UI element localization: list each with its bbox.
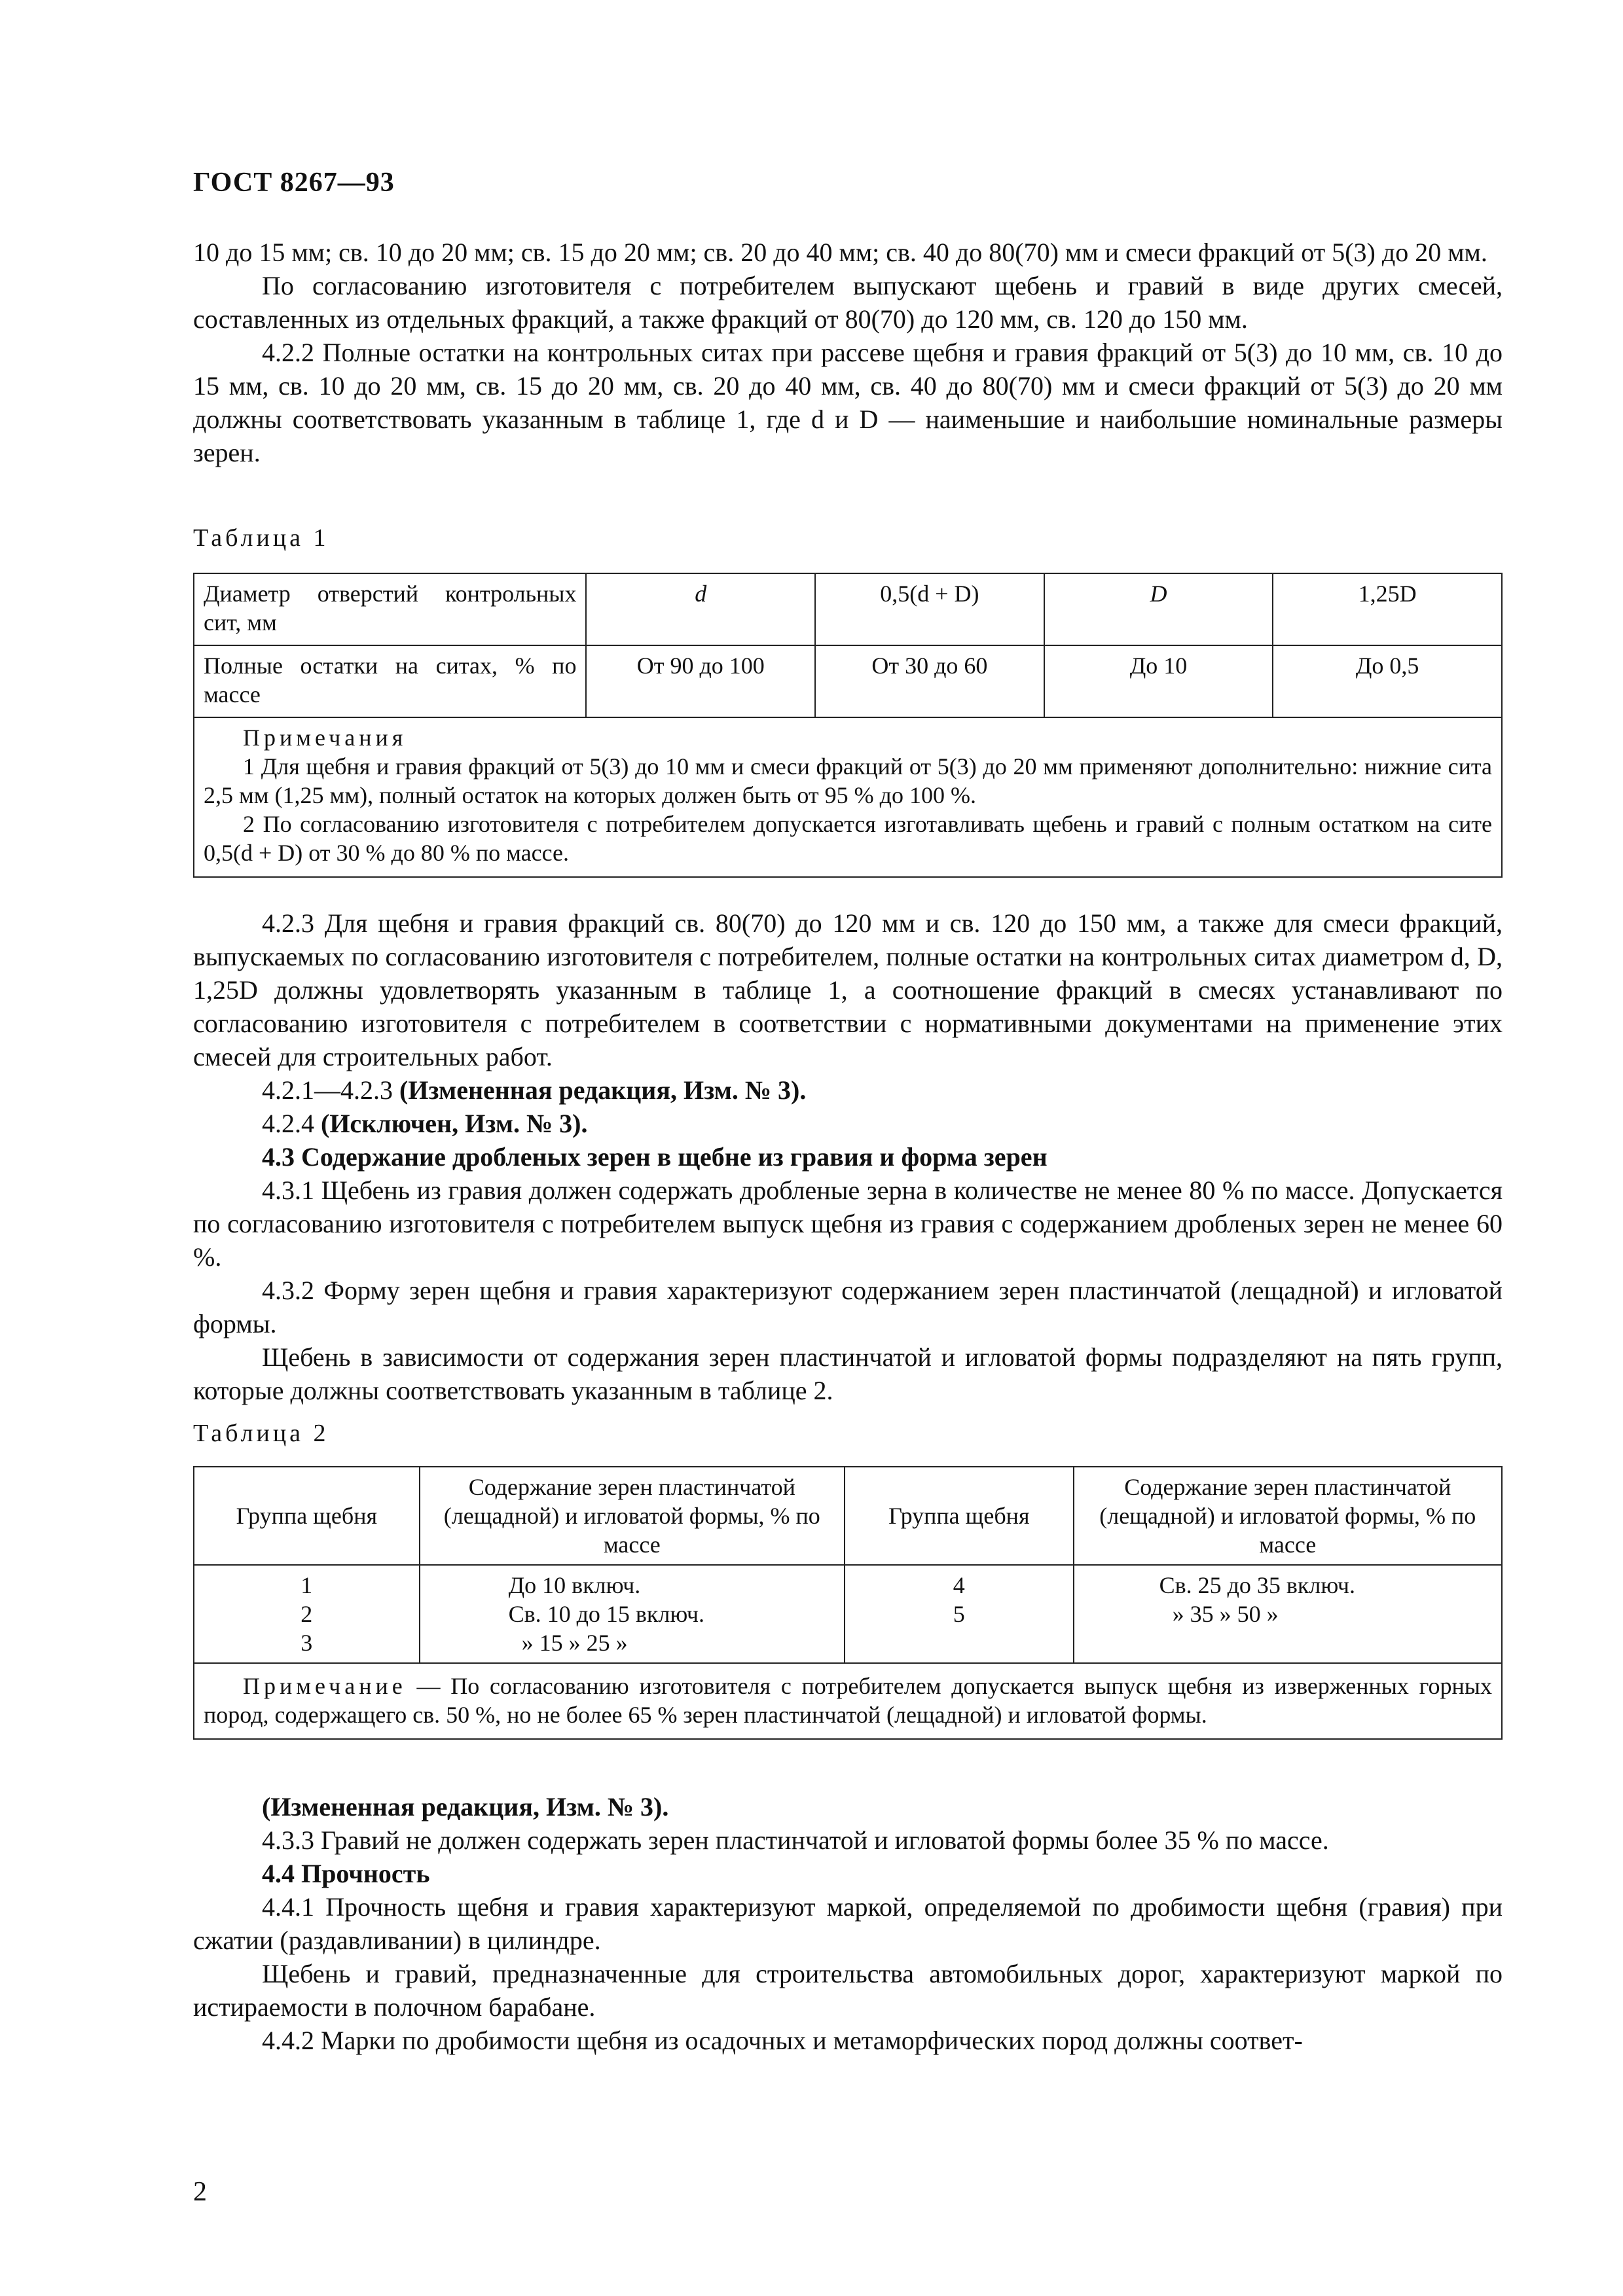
amendment-note-table2: (Измененная редакция, Изм. № 3).	[262, 1792, 669, 1821]
paragraph-4-2-2: 4.2.2 Полные остатки на контрольных ситах при рассеве щебня и гравия фракций от 5(3) до 10 мм, св. 10 до 15 мм, св. 10 до 20 мм, св. 15 до 20 мм, св. 20 до 40 мм, св. 40 до 80(70) мм и смеси фракций от 5(3) до 20 мм должны соответствовать указанным в таблице 1, где d и D — наименьшие и наибольшие номинальные размеры зерен.	[193, 338, 1503, 467]
table1-notes-title: Примечания	[243, 725, 407, 751]
table1-row-residue	[194, 645, 1502, 717]
group-number: 4	[953, 1572, 965, 1598]
table1-notes	[194, 717, 1502, 877]
excluded-note: (Исключен, Изм. № 3).	[321, 1109, 588, 1138]
table2-header: Содержание зерен пластинчатой (лещадной) и игловатой формы, % по массе	[1074, 1467, 1502, 1565]
table2-note-row	[194, 1663, 1502, 1739]
table2-groups-left	[194, 1565, 420, 1663]
table2-note	[194, 1663, 1502, 1739]
group-number: 1	[301, 1572, 313, 1598]
content-value: До 10 включ.	[508, 1572, 641, 1598]
table1-cell: D	[1044, 573, 1273, 645]
bottom-text-block	[193, 1790, 1503, 2057]
table2-header: Группа щебня	[194, 1467, 420, 1565]
group-number: 5	[953, 1601, 965, 1627]
table-1	[193, 573, 1503, 878]
table2-content-right	[1074, 1565, 1502, 1663]
document-header: ГОСТ 8267—93	[193, 168, 395, 198]
content-value: Св. 25 до 35 включ.	[1159, 1572, 1356, 1598]
table1-caption: Таблица 1	[193, 524, 329, 552]
table1-cell: От 90 до 100	[586, 645, 815, 717]
table1-cell: 1,25D	[1273, 573, 1502, 645]
paragraph-4-3-1: 4.3.1 Щебень из гравия должен содержать дробленые зерна в количестве не менее 80 % по массе. Допускается по согласованию изготовителя с потребителем выпуск щебня из гравия с содержанием дробленых зерен не менее 60 %.	[193, 1175, 1503, 1272]
table-2	[193, 1466, 1503, 1740]
section-heading-4-4: 4.4 Прочность	[262, 1859, 430, 1888]
table1-row-diameter	[194, 573, 1502, 645]
table1-cell: d	[586, 573, 815, 645]
table1-note-1: 1 Для щебня и гравия фракций от 5(3) до 10 мм и смеси фракций от 5(3) до 20 мм применяют дополнительно: нижние сита 2,5 мм (1,25 мм), полный остаток на которых должен быть от 95 % до 100 %.	[204, 753, 1492, 808]
paragraph-4-3-2: 4.3.2 Форму зерен щебня и гравия характеризуют содержанием зерен пластинчатой (лещадной) и игловатой формы.	[193, 1276, 1503, 1338]
table2-content-left	[420, 1565, 845, 1663]
table2-header-row	[194, 1467, 1502, 1565]
clause-number: 4.2.1—4.2.3	[262, 1075, 393, 1105]
section-heading-4-3: 4.3 Содержание дробленых зерен в щебне из гравия и форма зерен	[262, 1142, 1048, 1172]
table1-cell: До 0,5	[1273, 645, 1502, 717]
table1-cell: 0,5(d + D)	[815, 573, 1044, 645]
paragraph-4-2-3: 4.2.3 Для щебня и гравия фракций св. 80(70) до 120 мм и св. 120 до 150 мм, а также для смеси фракций, выпускаемых по согласованию изготовителя с потребителем, полные остатки на контрольных ситах диаметром d, D, 1,25D должны удовлетворять указанным в таблице 1, а соотношение фракций в смесях устанавливают по согласованию изготовителя с потребителем в соответствии с нормативными документами на применение этих смесей для строительных работ.	[193, 908, 1503, 1071]
clause-number: 4.2.4	[262, 1109, 314, 1138]
group-number: 3	[301, 1630, 313, 1656]
paragraph-4-3-2b: Щебень в зависимости от содержания зерен пластинчатой и игловатой формы подразделяют на пять групп, которые должны соответствовать указанным в таблице 2.	[193, 1342, 1503, 1405]
table2-caption: Таблица 2	[193, 1420, 329, 1447]
table2-note-title: Примечание	[243, 1673, 407, 1699]
content-value: » 15 » 25 »	[521, 1630, 628, 1656]
table1-cell: Полные остатки на ситах, % по массе	[194, 645, 586, 717]
table2-header: Содержание зерен пластинчатой (лещадной) и игловатой формы, % по массе	[420, 1467, 845, 1565]
paragraph-4-2-1-amend	[193, 1073, 1503, 1107]
paragraph-4-2-4	[193, 1107, 1503, 1140]
table1-cell: Диаметр отверстий контрольных сит, мм	[194, 573, 586, 645]
paragraph-4-4-2: 4.4.2 Марки по дробимости щебня из осадочных и метаморфических пород должны соответ-	[262, 2026, 1303, 2055]
paragraph-4-4-1: 4.4.1 Прочность щебня и гравия характеризуют маркой, определяемой по дробимости щебня (гравия) при сжатии (раздавливании) в цилиндре.	[193, 1892, 1503, 1955]
table1-notes-row	[194, 717, 1502, 877]
content-value: » 35 » 50 »	[1172, 1601, 1279, 1627]
paragraph-4-4-1b: Щебень и гравий, предназначенные для строительства автомобильных дорог, характеризуют маркой по истираемости в полочном барабане.	[193, 1959, 1503, 2022]
table1-cell: До 10	[1044, 645, 1273, 717]
paragraph-continuation: 10 до 15 мм; св. 10 до 20 мм; св. 15 до 20 мм; св. 20 до 40 мм; св. 40 до 80(70) мм и смеси фракций от 5(3) до 20 мм.	[193, 238, 1487, 267]
paragraph-agreement: По согласованию изготовителя с потребителем выпускают щебень и гравий в виде других смесей, составленных из отдельных фракций, а также фракций от 80(70) до 120 мм, св. 120 до 150 мм.	[193, 271, 1503, 334]
page-number: 2	[193, 2177, 207, 2207]
table2-groups-right	[845, 1565, 1074, 1663]
content-value: Св. 10 до 15 включ.	[508, 1601, 705, 1627]
table1-note-2: 2 По согласованию изготовителя с потребителем допускается изготавливать щебень и гравий с полным остатком на сите 0,5(d + D) от 30 % до 80 % по массе.	[204, 811, 1492, 866]
table1-cell: От 30 до 60	[815, 645, 1044, 717]
table2-header: Группа щебня	[845, 1467, 1074, 1565]
paragraph-4-3-3: 4.3.3 Гравий не должен содержать зерен пластинчатой и игловатой формы более 35 % по массе.	[262, 1825, 1329, 1855]
table2-data-row	[194, 1565, 1502, 1663]
group-number: 2	[301, 1601, 313, 1627]
middle-text-block	[193, 906, 1503, 1407]
amendment-note: (Измененная редакция, Изм. № 3).	[399, 1075, 807, 1105]
top-text-block	[193, 236, 1503, 469]
table2-note-text: — По согласованию изготовителя с потребителем допускается выпуск щебня из изверженных горных пород, содержащего св. 50 %, но не более 65 % зерен пластинчатой (лещадной) и игловатой формы.	[204, 1673, 1492, 1728]
